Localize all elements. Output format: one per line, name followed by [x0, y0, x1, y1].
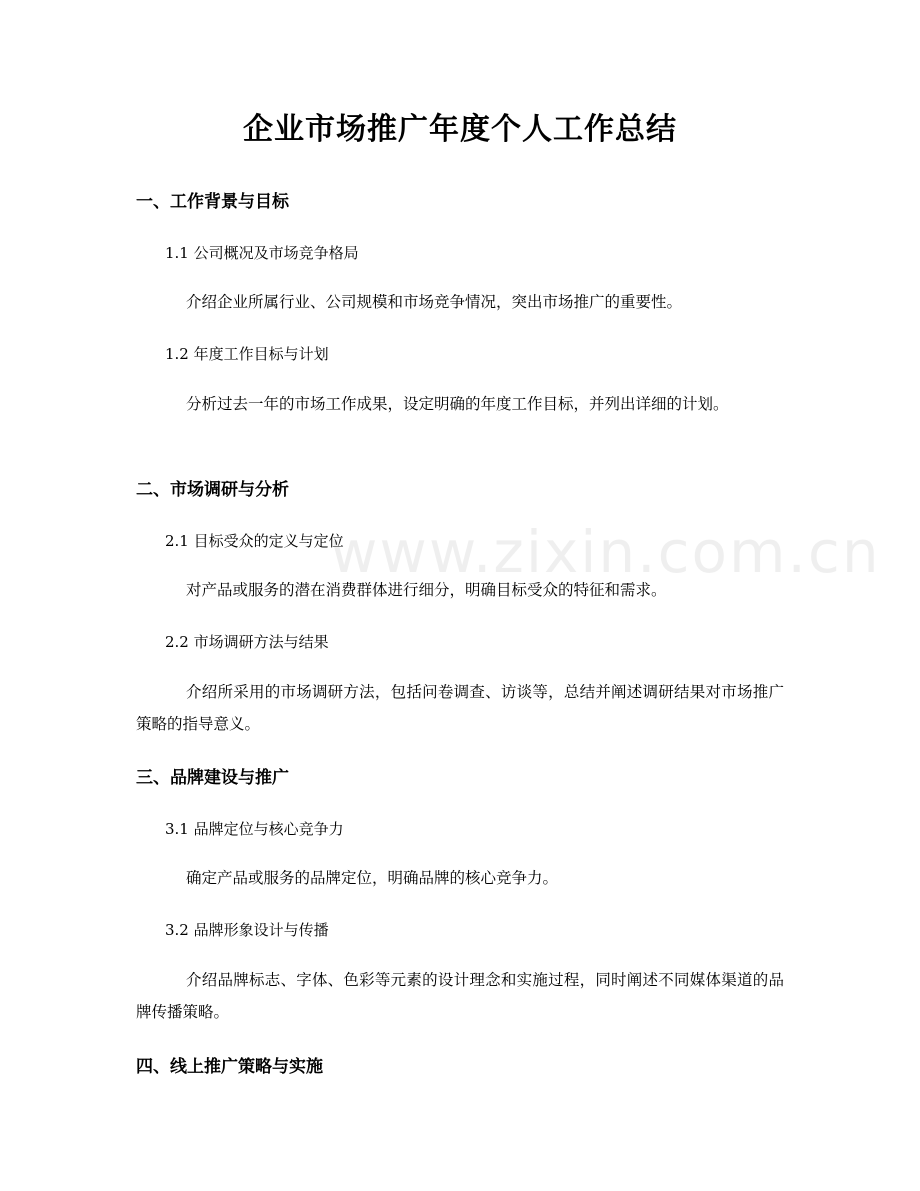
subsection-heading: 2.2 市场调研方法与结果 — [165, 633, 329, 651]
subsection-heading: 3.2 品牌形象设计与传播 — [165, 921, 329, 939]
section-heading: 三、品牌建设与推广 — [136, 768, 289, 788]
document-title: 企业市场推广年度个人工作总结 — [243, 112, 677, 147]
paragraph: 介绍企业所属行业、公司规模和市场竞争情况，突出市场推广的重要性。 — [186, 293, 683, 311]
subsection-heading: 1.2 年度工作目标与计划 — [165, 345, 329, 363]
section-heading: 二、市场调研与分析 — [136, 480, 289, 500]
paragraph: 介绍所采用的市场调研方法，包括问卷调查、访谈等，总结并阐述调研结果对市场推广策略的指导意义。 — [136, 683, 784, 733]
subsection-heading: 3.1 品牌定位与核心竞争力 — [165, 820, 344, 838]
paragraph: 对产品或服务的潜在消费群体进行细分，明确目标受众的特征和需求。 — [186, 581, 667, 599]
paragraph: 确定产品或服务的品牌定位，明确品牌的核心竞争力。 — [186, 869, 559, 887]
paragraph: 介绍品牌标志、字体、色彩等元素的设计理念和实施过程，同时阐述不同媒体渠道的品牌传播策略。 — [136, 971, 784, 1021]
section-heading: 一、工作背景与目标 — [136, 192, 289, 212]
subsection-heading: 1.1 公司概况及市场竞争格局 — [165, 244, 359, 262]
section-heading: 四、线上推广策略与实施 — [136, 1057, 323, 1077]
subsection-heading: 2.1 目标受众的定义与定位 — [165, 532, 344, 550]
paragraph: 分析过去一年的市场工作成果，设定明确的年度工作目标，并列出详细的计划。 — [186, 395, 729, 413]
watermark: www.zixin.com.cn — [330, 518, 881, 586]
